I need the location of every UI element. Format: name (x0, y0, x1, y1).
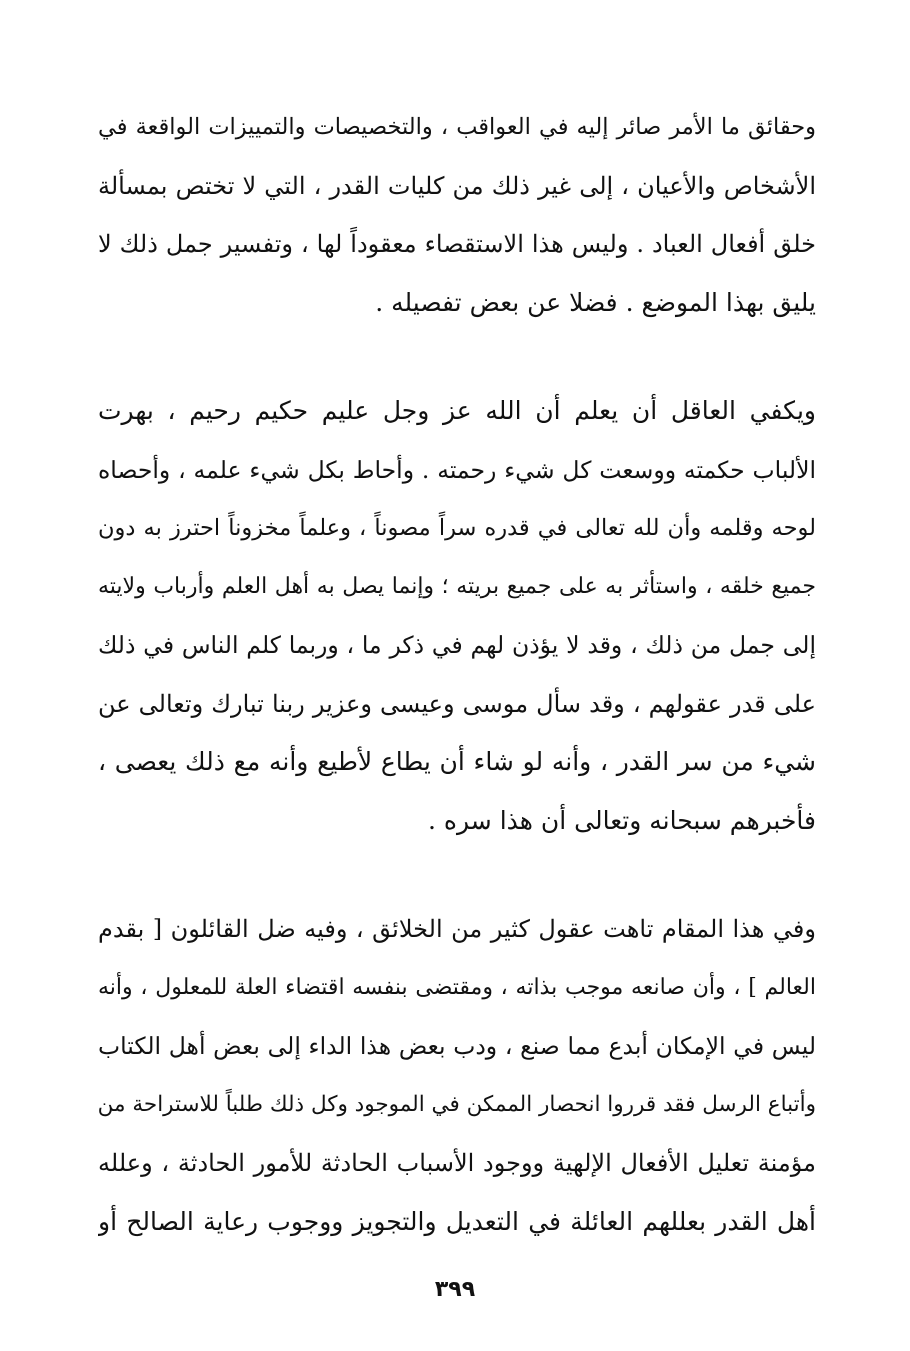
paragraph-3 (98, 900, 816, 1251)
text-line: الألباب حكمته ووسعت كل شيء رحمته . وأحاط بكل شيء علمه ، وأحصاه (98, 455, 816, 484)
text-line: وأتباع الرسل فقد قرروا انحصار الممكن في الموجود وكل ذلك طلباً للاستراحة من (98, 1091, 816, 1117)
text-line: وفي هذا المقام تاهت عقول كثير من الخلائق ، وفيه ضل القائلون [ بقدم (98, 915, 816, 943)
text-line: مؤمنة تعليل الأفعال الإلهية ووجود الأسباب الحادثة للأمور الحادثة ، وعلله (98, 1149, 816, 1177)
text-line: فأخبرهم سبحانه وتعالى أن هذا سره . (428, 805, 816, 835)
text-line: لوحه وقلمه وأن لله تعالى في قدره سراً مصوناً ، وعلماً مخزوناً احترز به دون (98, 515, 816, 541)
text-line: أهل القدر بعللهم العائلة في التعديل والتجويز ووجوب رعاية الصالح أو (98, 1206, 816, 1236)
page-number: ٣٩٩ (434, 1277, 476, 1302)
page-body (98, 98, 816, 1258)
paragraph-1 (98, 98, 816, 332)
text-line: على قدر عقولهم ، وقد سأل موسى وعيسى وعزير ربنا تبارك وتعالى عن (98, 689, 816, 718)
text-line: الأشخاص والأعيان ، إلى غير ذلك من كليات القدر ، التي لا تختص بمسألة (98, 171, 816, 200)
paragraph-gap (98, 850, 816, 900)
text-line: يليق بهذا الموضع . فضلا عن بعض تفصيله . (375, 287, 816, 317)
text-line: العالم ] ، وأن صانعه موجب بذاته ، ومقتضى بنفسه اقتضاء العلة للمعلول ، وأنه (98, 974, 816, 1000)
text-line: خلق أفعال العباد . وليس هذا الاستقصاء معقوداً لها ، وتفسير جمل ذلك لا (98, 230, 816, 258)
text-line: إلى جمل من ذلك ، وقد لا يؤذن لهم في ذكر ما ، وربما كلم الناس في ذلك (98, 631, 816, 659)
text-line: ويكفي العاقل أن يعلم أن الله عز وجل عليم حكيم رحيم ، بهرت (98, 396, 816, 425)
text-line: وحقائق ما الأمر صائر إليه في العواقب ، والتخصيصات والتمييزات الواقعة في (98, 114, 816, 140)
paragraph-gap (98, 332, 816, 382)
text-line: جميع خلقه ، واستأثر به على جميع بريته ؛ وإنما يصل به أهل العلم وأرباب ولايته (98, 573, 816, 599)
text-line: ليس في الإمكان أبدع مما صنع ، ودب بعض هذا الداء إلى بعض أهل الكتاب (98, 1032, 816, 1060)
paragraph-2 (98, 382, 816, 850)
text-line: شيء من سر القدر ، وأنه لو شاء أن يطاع لأطيع وأنه مع ذلك يعصى ، (98, 747, 816, 776)
